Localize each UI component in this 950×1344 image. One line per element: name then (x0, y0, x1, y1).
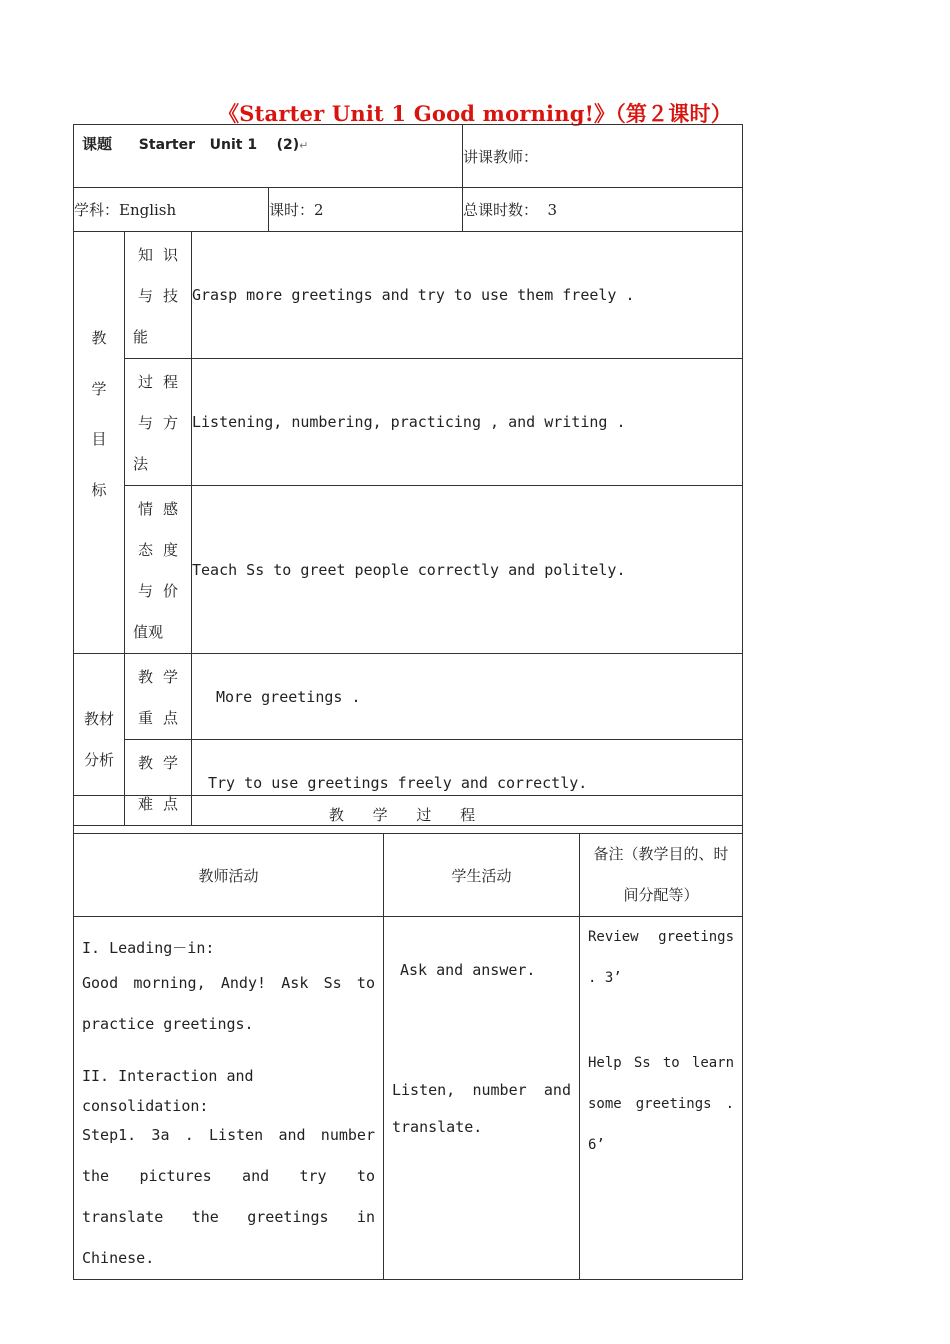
subject-text: 学科：English (74, 201, 177, 219)
analysis-label: 教材分析 (83, 709, 114, 769)
notes-cell (580, 917, 743, 1280)
knowledge-label-cell: 知 识 与 技 能 (125, 232, 192, 359)
note-2: Help Ss to learn some greetings . 6’ (588, 1055, 735, 1153)
return-mark-icon: ↵ (299, 139, 309, 152)
attitude-label-cell: 情 感 态 度 与 价 值观 (125, 486, 192, 654)
step1-text: Step1. 3a . Listen and number the pictures and try to translate the greetings in Chinese. (82, 1126, 375, 1267)
student-activity-header: 学生活动 (384, 834, 580, 917)
key-point-text: More greetings . (192, 654, 743, 740)
difficulty-label-cell: 教 学 难 点 (125, 740, 192, 826)
difficulty-text: Try to use greetings freely and correctly. (192, 740, 743, 826)
key-point-label-cell: 教 学 重 点 (125, 654, 192, 740)
teacher-cell (463, 125, 743, 188)
objectives-char: 教 (91, 328, 107, 347)
total-periods-text: 总课时数： 3 (463, 201, 558, 219)
interaction-heading: II. Interaction and consolidation: (82, 1067, 254, 1115)
knowledge-text: Grasp more greetings and try to use them freely . (192, 232, 743, 359)
notes-header: 备注（教学目的、时间分配等） (580, 834, 743, 917)
topic-cell (74, 125, 463, 188)
process-table (73, 795, 743, 1280)
student-step-1: Ask and answer. (400, 961, 536, 979)
note-1: Review greetings . 3’ (588, 929, 735, 986)
student-step-2: Listen, number and translate. (392, 1081, 571, 1136)
process-method-label-cell: 过 程 与 方 法 (125, 359, 192, 486)
objectives-char: 学 (91, 379, 107, 398)
period-text: 课时：2 (269, 201, 324, 219)
attitude-text: Teach Ss to greet people correctly and politely. (192, 486, 743, 654)
process-method-text: Listening, numbering, practicing , and writing . (192, 359, 743, 486)
topic-label: 课题 (82, 135, 113, 153)
total-cell (463, 188, 743, 232)
process-header: 教 学 过 程 (74, 796, 743, 834)
objectives-label-cell (74, 232, 125, 654)
objectives-char: 目 (91, 430, 107, 449)
teacher-activity-header: 教师活动 (74, 834, 384, 917)
topic-value: Starter Unit 1 (2) (138, 137, 300, 153)
objectives-char: 标 (91, 481, 107, 500)
teacher-label: 讲课教师： (463, 147, 539, 166)
leading-in-heading: I. Leading－in: (82, 939, 215, 957)
leading-in-text: Good morning, Andy! Ask Ss to practice greetings. (82, 974, 375, 1033)
document-title: 《Starter Unit 1 Good morning!》（第２课时） (218, 101, 732, 126)
objectives-table (73, 231, 743, 826)
header-table (73, 124, 743, 232)
student-activity-cell (384, 917, 580, 1280)
teacher-activity-cell (74, 917, 384, 1280)
subject-cell (74, 188, 269, 232)
period-cell (269, 188, 463, 232)
